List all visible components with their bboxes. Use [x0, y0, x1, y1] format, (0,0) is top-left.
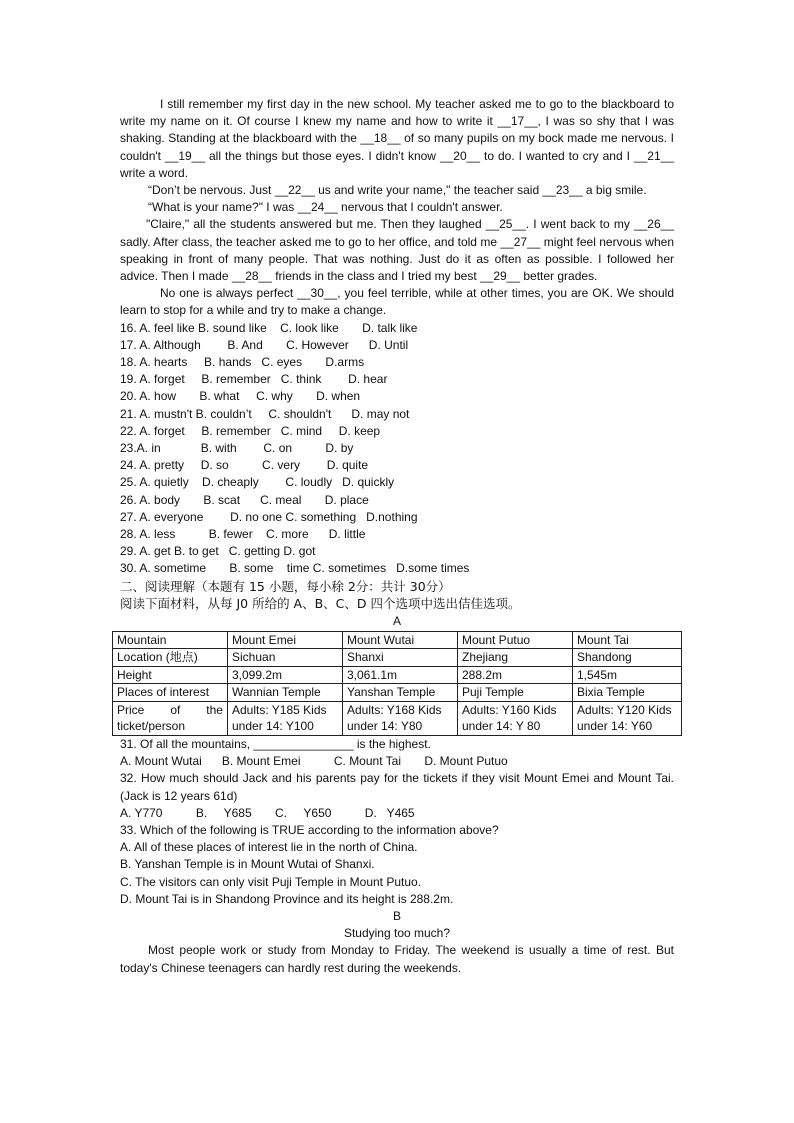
price-kids: under 14: Y60 — [577, 719, 653, 734]
table-row — [113, 666, 682, 684]
table-cell: Shanxi — [343, 649, 458, 667]
option-line: 23.A. in B. with C. on D. by — [120, 441, 354, 456]
table-row — [113, 631, 682, 649]
options-list — [120, 320, 674, 578]
table-cell: Shandong — [573, 649, 682, 667]
table-cell: Mount Wutai — [343, 631, 458, 649]
section-heading: 二、阅读理解（本题有 15 小题，每小稌 2分：共计 30分） — [120, 578, 451, 594]
passage-paragraph-4: "Claire," all the students answered but me. Then they laughed __25__. I went back to my __26__ sadly. After class, the teacher asked me to go to her office, and told me __27__ might feel nervous when speaking in front of many people. That was nothing. Just do it as often as possible. I followed her advice. Then I made __28__ friends in the class and I tried my best __29__ better grades. — [120, 217, 674, 284]
document-page — [117, 96, 674, 977]
passage-paragraph-3: “What is your name?" I was __24__ nervous that I couldn't answer. — [148, 200, 503, 215]
price-label-line-1 — [117, 702, 223, 719]
table-cell: Mountain — [113, 631, 228, 649]
table-cell: Puji Temple — [458, 684, 573, 702]
price-label-word: of — [170, 702, 181, 717]
question-line: D. Mount Tai is in Shandong Province and its height is 288.2m. — [120, 891, 454, 906]
option-line: 25. A. quietly D. cheaply C. loudly D. quickly — [120, 475, 395, 490]
table-cell: 3,061.1m — [343, 666, 458, 684]
price-label-word: the — [206, 702, 223, 717]
price-kids: under 14: Y100 — [232, 719, 314, 734]
table-cell: Yanshan Temple — [343, 684, 458, 702]
table-cell: Mount Tai — [573, 631, 682, 649]
price-cell — [573, 701, 682, 735]
price-adults: Adults: Y168 Kids — [347, 702, 442, 717]
price-label-line-2: ticket/person — [117, 719, 186, 734]
question-line: 32. How much should Jack and his parents pay for the tickets if they visit Mount Emei and Mount Tai. (Jack is 12 years 61d) — [120, 771, 674, 803]
price-cell — [228, 701, 343, 735]
option-line: 17. A. Although B. And C. However D. Until — [120, 337, 409, 352]
price-label-word: Price — [117, 702, 145, 717]
section-instruction: 阅读下面材料，从每 J0 所给的 A、B、C、D 四个选项中选出佶佳选项。 — [120, 596, 521, 612]
price-adults: Adults: Y120 Kids — [577, 702, 672, 717]
price-adults: Adults: Y160 Kids — [462, 702, 557, 717]
table-row-price — [113, 701, 682, 735]
option-line: 19. A. forget B. remember C. think D. hear — [120, 372, 388, 387]
question-line: 31. Of all the mountains, _______________ is the highest. — [120, 736, 431, 751]
table-cell: Location (地点) — [113, 649, 228, 667]
table-cell: Sichuan — [228, 649, 343, 667]
price-label-cell — [113, 701, 228, 735]
passage-paragraph-2: “Don’t be nervous. Just __22__ us and write your name," the teacher said __23__ a big smile. — [148, 183, 647, 198]
question-line: A. Y770 B. Y685 C. Y650 D. Y465 — [120, 805, 415, 820]
option-line: 26. A. body B. scat C. meal D. place — [120, 492, 369, 507]
option-line: 16. A. feel like B. sound like C. look like D. talk like — [120, 320, 418, 335]
question-line: 33. Which of the following is TRUE according to the information above? — [120, 822, 499, 837]
question-line: A. All of these places of interest lie in the north of China. — [120, 840, 418, 855]
option-line: 20. A. how B. what C. why D. when — [120, 389, 361, 404]
table-cell: Wannian Temple — [228, 684, 343, 702]
table-cell: 288.2m — [458, 666, 573, 684]
part-b-label: B — [392, 908, 401, 923]
table-cell: 3,099.2m — [228, 666, 343, 684]
option-line: 18. A. hearts B. hands C. eyes D.arms — [120, 355, 365, 370]
table-cell: Zhejiang — [458, 649, 573, 667]
option-line: 24. A. pretty D. so C. very D. quite — [120, 458, 369, 473]
option-line: 29. A. get B. to get C. getting D. got — [120, 544, 316, 559]
table-cell: Height — [113, 666, 228, 684]
table-cell: Mount Emei — [228, 631, 343, 649]
passage-paragraph-5: No one is always perfect __30__, you feel terrible, while at other times, you are OK. We should learn to stop for a while and try to make a change. — [120, 286, 674, 318]
passage-paragraph-1: I still remember my first day in the new school. My teacher asked me to go to the blackboard to write my name on it. Of course I knew my name and how to write it __17__, I was so shy that I was shaking. Standing at the blackboard with the __18__ of so many pupils on my bock made me nervous. I couldn't __19__ all the things but those eyes. I didn't know __20__ to do. I wanted to cry and I __21__ write a word. — [120, 97, 674, 180]
mountain-table — [112, 631, 682, 736]
part-a-questions — [120, 736, 674, 908]
question-line: B. Yanshan Temple is in Mount Wutai of Shanxi. — [120, 857, 375, 872]
question-line: A. Mount Wutai B. Mount Emei C. Mount Tai D. Mount Putuo — [120, 754, 508, 769]
table-cell: Bixia Temple — [573, 684, 682, 702]
part-b-title: Studying too much? — [343, 926, 451, 941]
table-row — [113, 649, 682, 667]
table-cell: Places of interest — [113, 684, 228, 702]
price-kids: under 14: Y80 — [347, 719, 423, 734]
price-cell — [343, 701, 458, 735]
table-cell: Mount Putuo — [458, 631, 573, 649]
table-cell: 1,545m — [573, 666, 682, 684]
option-line: 28. A. less B. fewer C. more D. little — [120, 527, 366, 542]
table-row — [113, 684, 682, 702]
part-a-label: A — [392, 613, 401, 628]
price-kids: under 14: Y 80 — [462, 719, 541, 734]
option-line: 27. A. everyone D. no one C. something D.nothing — [120, 509, 418, 524]
question-line: C. The visitors can only visit Puji Temple in Mount Putuo. — [120, 874, 422, 889]
price-adults: Adults: Y185 Kids — [232, 702, 327, 717]
part-b-paragraph-1: Most people work or study from Monday to Friday. The weekend is usually a time of rest. But today's Chinese teenagers can hardly rest during the weekends. — [120, 943, 674, 975]
option-line: 30. A. sometime B. some time C. sometimes D.some times — [120, 561, 470, 576]
price-cell — [458, 701, 573, 735]
option-line: 22. A. forget B. remember C. mind D. keep — [120, 423, 381, 438]
option-line: 21. A. mustn't B. couldn’t C. shouldn't D. may not — [120, 406, 410, 421]
